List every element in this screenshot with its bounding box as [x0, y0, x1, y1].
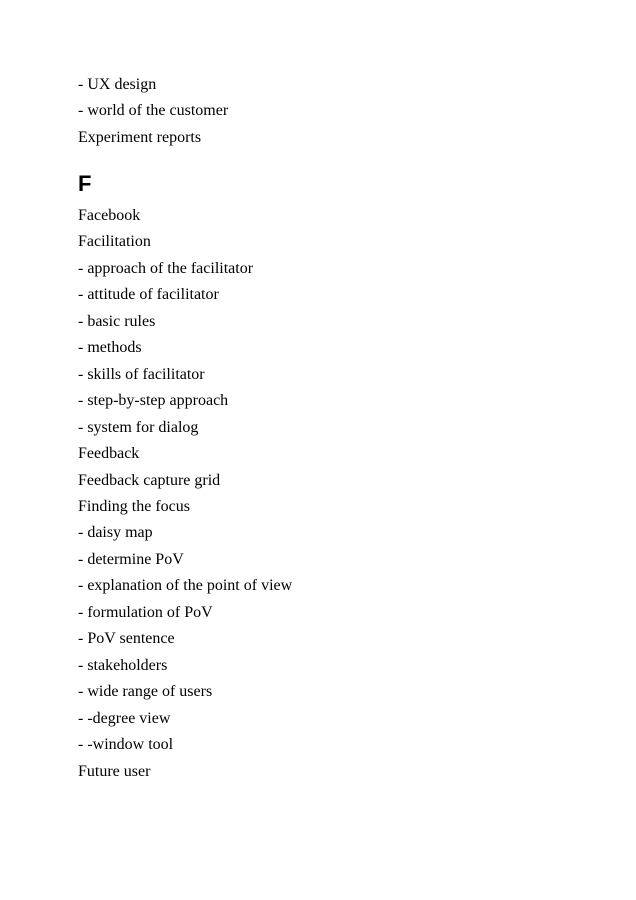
index-entry: Feedback capture grid — [78, 472, 221, 489]
index-entry: - daisy map — [78, 524, 153, 541]
index-entry: - step-by-step approach — [78, 392, 229, 409]
index-entry: Facilitation — [78, 233, 151, 250]
index-entry: - attitude of facilitator — [78, 286, 219, 303]
section-heading-letter: F — [78, 171, 92, 196]
index-entry: - approach of the facilitator — [78, 260, 254, 277]
index-entry: - -window tool — [78, 736, 174, 753]
index-entry: Finding the focus — [78, 498, 190, 515]
index-entry: - formulation of PoV — [78, 604, 213, 621]
index-entry: - basic rules — [78, 313, 156, 330]
index-entry: Future user — [78, 763, 151, 780]
index-entry: - wide range of users — [78, 683, 213, 700]
index-entry: Feedback — [78, 445, 140, 462]
index-entry: Experiment reports — [78, 129, 202, 146]
index-entry: - methods — [78, 339, 142, 356]
index-entry: - determine PoV — [78, 551, 184, 568]
index-entry: - UX design — [78, 76, 157, 93]
index-entry: - PoV sentence — [78, 630, 175, 647]
index-entry: - -degree view — [78, 710, 171, 727]
index-entry: - world of the customer — [78, 102, 229, 119]
index-entry: - skills of facilitator — [78, 366, 205, 383]
index-entry: - system for dialog — [78, 419, 199, 436]
index-entry: - explanation of the point of view — [78, 577, 293, 594]
index-entry: Facebook — [78, 207, 141, 224]
index-entry: - stakeholders — [78, 657, 168, 674]
